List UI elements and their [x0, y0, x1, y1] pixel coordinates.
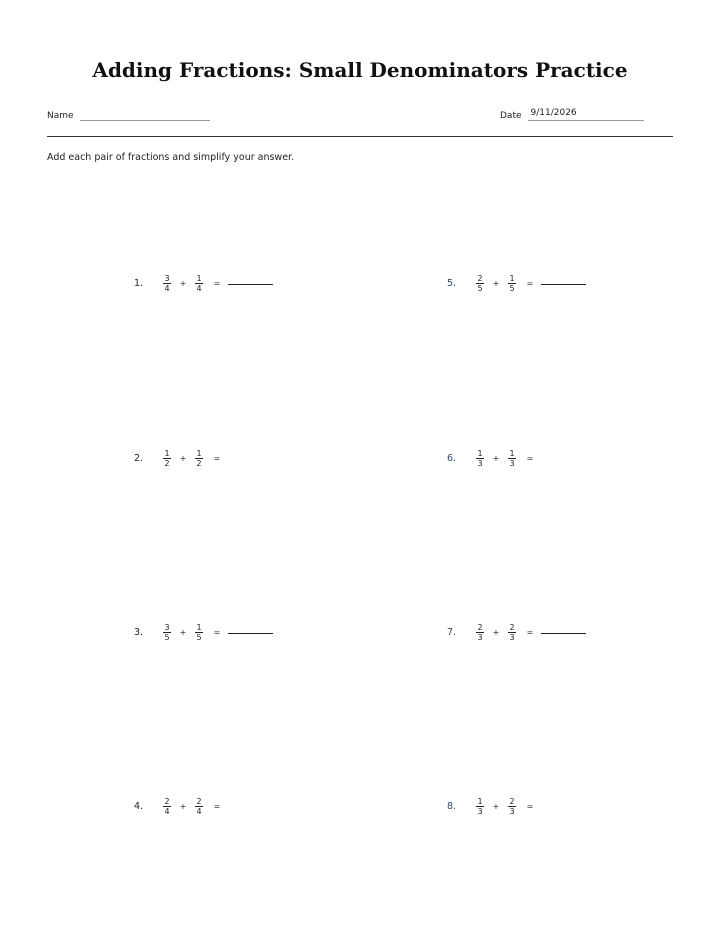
- equals-sign: =: [213, 801, 221, 811]
- name-input-line[interactable]: [80, 110, 210, 121]
- fraction-b: [507, 623, 517, 642]
- denominator: 2: [164, 458, 170, 468]
- numerator: 2: [509, 622, 515, 632]
- numerator: 2: [196, 796, 202, 806]
- denominator: 4: [196, 806, 202, 816]
- numerator: 1: [477, 448, 483, 458]
- date-field[interactable]: [500, 110, 644, 121]
- equals-sign: =: [526, 453, 534, 463]
- fraction-b: [507, 274, 517, 293]
- problem-7: [447, 617, 586, 647]
- numerator: 2: [477, 273, 483, 283]
- numerator: 2: [509, 796, 515, 806]
- fraction-b: [194, 623, 204, 642]
- worksheet-title: Adding Fractions: Small Denominators Practice: [92, 58, 628, 82]
- problem-1: [134, 268, 273, 298]
- denominator: 4: [164, 806, 170, 816]
- header-divider: [47, 136, 673, 137]
- numerator: 1: [196, 448, 202, 458]
- denominator: 5: [164, 632, 170, 642]
- problem-number: 8.: [447, 800, 457, 812]
- fraction-b: [194, 274, 204, 293]
- denominator: 3: [509, 458, 515, 468]
- plus-sign: +: [179, 453, 187, 463]
- plus-sign: +: [179, 278, 187, 288]
- fraction-a: [162, 623, 172, 642]
- plus-sign: +: [492, 453, 500, 463]
- denominator: 5: [509, 283, 515, 293]
- problem-3: [134, 617, 273, 647]
- plus-sign: +: [492, 627, 500, 637]
- problem-number: 7.: [447, 626, 457, 638]
- denominator: 5: [196, 632, 202, 642]
- answer-blank[interactable]: [228, 633, 273, 634]
- numerator: 3: [164, 622, 170, 632]
- denominator: 3: [509, 632, 515, 642]
- equals-sign: =: [526, 627, 534, 637]
- problem-number: 3.: [134, 626, 144, 638]
- numerator: 2: [477, 622, 483, 632]
- numerator: 1: [196, 622, 202, 632]
- fraction-b: [194, 449, 204, 468]
- fraction-a: [162, 797, 172, 816]
- denominator: 3: [509, 806, 515, 816]
- denominator: 3: [477, 458, 483, 468]
- numerator: 1: [477, 796, 483, 806]
- numerator: 1: [164, 448, 170, 458]
- fraction-b: [507, 449, 517, 468]
- date-input-line[interactable]: [528, 110, 644, 121]
- equals-sign: =: [213, 627, 221, 637]
- problem-2: [134, 443, 224, 473]
- problem-8: [447, 791, 537, 821]
- denominator: 5: [477, 283, 483, 293]
- fraction-a: [162, 449, 172, 468]
- name-label: Name: [47, 111, 74, 121]
- numerator: 1: [509, 273, 515, 283]
- numerator: 3: [164, 273, 170, 283]
- plus-sign: +: [179, 801, 187, 811]
- problem-4: [134, 791, 224, 821]
- fraction-a: [475, 449, 485, 468]
- answer-blank[interactable]: [228, 284, 273, 285]
- problem-number: 5.: [447, 277, 457, 289]
- equals-sign: =: [213, 278, 221, 288]
- fraction-a: [475, 623, 485, 642]
- equals-sign: =: [213, 453, 221, 463]
- fraction-b: [194, 797, 204, 816]
- answer-blank[interactable]: [541, 284, 586, 285]
- denominator: 3: [477, 632, 483, 642]
- fraction-a: [475, 274, 485, 293]
- fraction-a: [162, 274, 172, 293]
- plus-sign: +: [492, 801, 500, 811]
- problem-number: 2.: [134, 452, 144, 464]
- plus-sign: +: [492, 278, 500, 288]
- denominator: 4: [164, 283, 170, 293]
- numerator: 1: [196, 273, 202, 283]
- denominator: 2: [196, 458, 202, 468]
- problem-number: 4.: [134, 800, 144, 812]
- answer-blank[interactable]: [541, 633, 586, 634]
- equals-sign: =: [526, 801, 534, 811]
- name-field[interactable]: [47, 110, 210, 121]
- numerator: 1: [509, 448, 515, 458]
- denominator: 4: [196, 283, 202, 293]
- fraction-a: [475, 797, 485, 816]
- problem-5: [447, 268, 586, 298]
- problem-number: 1.: [134, 277, 144, 289]
- denominator: 3: [477, 806, 483, 816]
- problem-6: [447, 443, 537, 473]
- fraction-b: [507, 797, 517, 816]
- date-label: Date: [500, 111, 522, 121]
- date-value: 9/11/2026: [530, 108, 577, 118]
- equals-sign: =: [526, 278, 534, 288]
- plus-sign: +: [179, 627, 187, 637]
- problem-number: 6.: [447, 452, 457, 464]
- numerator: 2: [164, 796, 170, 806]
- instructions: Add each pair of fractions and simplify your answer.: [47, 152, 295, 163]
